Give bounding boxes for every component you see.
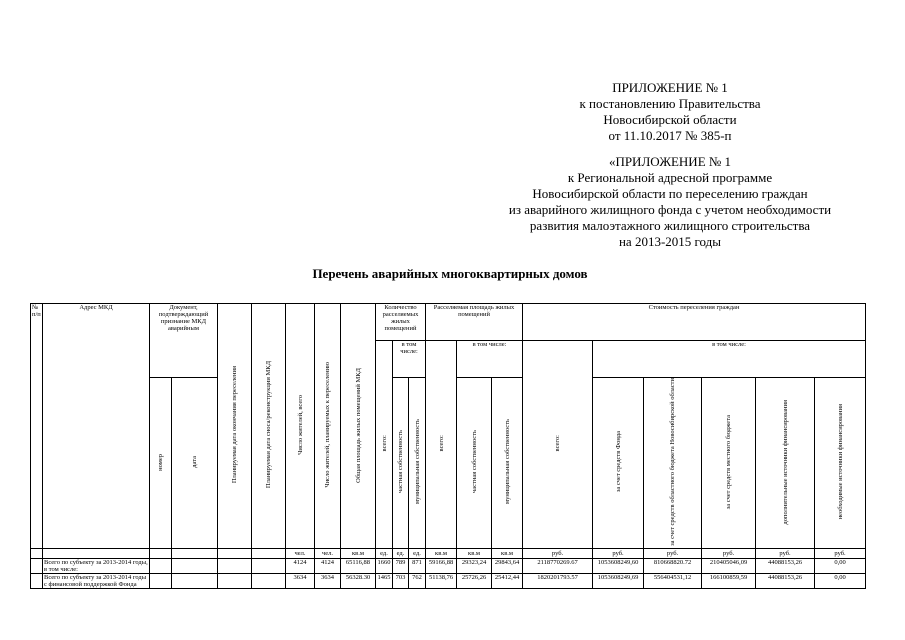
row-rooms-municipal: 871 <box>409 558 426 573</box>
row-cost-additional: 44088153,26 <box>756 573 815 588</box>
header-cost-total: всего: <box>523 341 593 549</box>
header-doc-number: номер <box>150 378 172 549</box>
row-address: Всего по субъекту за 2013-2014 годы с финансовой поддержкой Фонда <box>43 573 150 588</box>
annex-line: к постановлению Правительства <box>579 96 761 111</box>
table-row <box>31 573 866 588</box>
header-address: Адрес МКД <box>43 304 150 549</box>
row-cost-local: 166100859,59 <box>702 573 756 588</box>
row-area-municipal: 25412,44 <box>492 573 523 588</box>
header-np: № п/п <box>31 304 43 549</box>
row-residents-planned: 3634 <box>315 573 341 588</box>
unit-cell: ед. <box>376 548 393 558</box>
row-cost-total: 2118770269.67 <box>523 558 593 573</box>
row-cost-regional: 810668820.72 <box>644 558 702 573</box>
header-residents-total: Число жителей, всего <box>286 304 315 549</box>
row-cost-additional: 44088153,26 <box>756 558 815 573</box>
header-area-total: всего: <box>426 341 457 549</box>
row-rooms-private: 703 <box>393 573 409 588</box>
program-annex-heading <box>490 154 850 250</box>
table-row <box>31 558 866 573</box>
row-rooms-municipal: 762 <box>409 573 426 588</box>
unit-cell: руб. <box>815 548 866 558</box>
header-cost-incl: в том числе: <box>593 341 866 378</box>
header-rooms-incl: в том числе: <box>393 341 426 378</box>
header-residents-planned: Число жителей, планируемых к переселению <box>315 304 341 549</box>
annex-line: «ПРИЛОЖЕНИЕ № 1 <box>608 154 732 169</box>
unit-cell: чел. <box>286 548 315 558</box>
row-rooms-total: 1660 <box>376 558 393 573</box>
row-cost-fund: 1053608249,69 <box>593 573 644 588</box>
header-area-municipal: муниципальная собственность <box>492 378 523 549</box>
row-cost-necessary: 0,00 <box>815 573 866 588</box>
header-cost-regional: за счет средств областного бюджета Новосибирской области <box>644 378 702 549</box>
header-cost-local: за счет средств местного бюджета <box>702 378 756 549</box>
header-rooms-municipal: муниципальная собственность <box>409 378 426 549</box>
unit-cell: руб. <box>756 548 815 558</box>
document-title: Перечень аварийных многоквартирных домов <box>312 266 588 281</box>
unit-cell: ед. <box>393 548 409 558</box>
header-planned-date: Планируемая дата окончания переселения <box>218 304 252 549</box>
row-area-total: 59166,88 <box>426 558 457 573</box>
row-area-municipal: 29843,64 <box>492 558 523 573</box>
row-cost-necessary: 0,00 <box>815 558 866 573</box>
unit-cell: руб. <box>644 548 702 558</box>
annex-line: ПРИЛОЖЕНИЕ № 1 <box>612 80 728 95</box>
header-total-area: Общая площадь жилых помещений МКД <box>341 304 376 549</box>
header-cost: Стоимость переселения граждан <box>523 304 866 341</box>
units-row <box>31 548 866 558</box>
header-doc-date: дата <box>172 378 218 549</box>
unit-cell: руб. <box>593 548 644 558</box>
row-area-total: 51138,76 <box>426 573 457 588</box>
row-rooms-total: 1465 <box>376 573 393 588</box>
row-residents-planned: 4124 <box>315 558 341 573</box>
header-rooms-total: всего: <box>376 341 393 549</box>
row-total-area: 65116,88 <box>341 558 376 573</box>
row-area-private: 29323,24 <box>457 558 492 573</box>
unit-cell: кв.м <box>426 548 457 558</box>
row-cost-local: 210405046,09 <box>702 558 756 573</box>
row-residents-total: 3634 <box>286 573 315 588</box>
unit-cell: кв.м <box>341 548 376 558</box>
annex-line: от 11.10.2017 № 385-п <box>608 128 732 143</box>
annex-line: развития малоэтажного жилищного строительства <box>529 218 811 233</box>
emergency-houses-table <box>30 303 866 589</box>
unit-cell: чел. <box>315 548 341 558</box>
row-cost-fund: 1053608249,60 <box>593 558 644 573</box>
header-area-private: частная собственность <box>457 378 492 549</box>
header-area: Расселяемая площадь жилых помещений <box>426 304 523 341</box>
unit-cell: кв.м <box>457 548 492 558</box>
unit-cell: руб. <box>702 548 756 558</box>
annex-line: Новосибирской области по переселению граждан <box>532 186 808 201</box>
unit-cell: ед. <box>409 548 426 558</box>
header-cost-fund: за счет средств Фонда <box>593 378 644 549</box>
annex-line: на 2013-2015 годы <box>618 234 722 249</box>
annex-line: Новосибирской области <box>603 112 737 127</box>
header-rooms-private: частная собственность <box>393 378 409 549</box>
header-cost-necessary: необходимые источники финансирования <box>815 378 866 549</box>
header-planned-demolition: Планируемая дата сноса/реконструкции МКД <box>252 304 286 549</box>
annex-heading <box>540 80 800 144</box>
annex-line: к Региональной адресной программе <box>567 170 773 185</box>
header-document: Документ, подтверждающий признание МКД аварийным <box>150 304 218 378</box>
annex-line: из аварийного жилищного фонда с учетом необходимости <box>508 202 832 217</box>
row-rooms-private: 789 <box>393 558 409 573</box>
houses-table-wrapper <box>30 303 866 589</box>
header-area-incl: в том числе: <box>457 341 523 378</box>
row-residents-total: 4124 <box>286 558 315 573</box>
unit-cell: руб. <box>523 548 593 558</box>
row-area-private: 25726,26 <box>457 573 492 588</box>
header-rooms-count: Количество расселяемых жилых помещений <box>376 304 426 341</box>
row-cost-total: 1820201793.57 <box>523 573 593 588</box>
header-cost-additional: дополнительные источники финансирования <box>756 378 815 549</box>
row-cost-regional: 556404531,12 <box>644 573 702 588</box>
row-total-area: 56328.30 <box>341 573 376 588</box>
row-address: Всего по субъекту за 2013-2014 годы, в том числе: <box>44 558 148 573</box>
unit-cell: кв.м <box>492 548 523 558</box>
